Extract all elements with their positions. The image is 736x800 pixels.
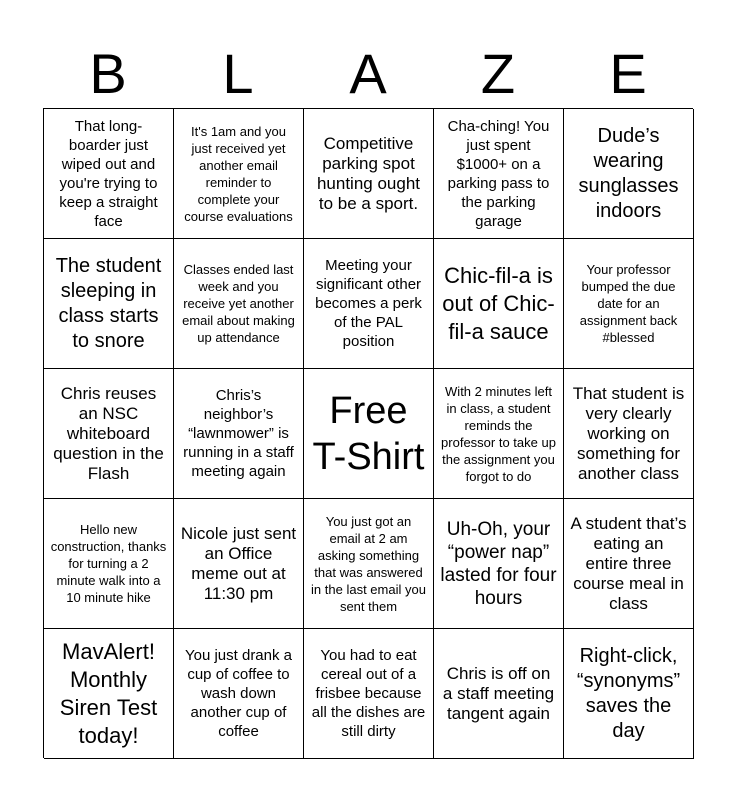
bingo-cell-text: Chris reuses an NSC whiteboard question in the Flash — [53, 383, 164, 483]
bingo-cell-r2c4 — [434, 239, 564, 369]
bingo-cell-text: Nicole just sent an Office meme out at 11:30 pm — [180, 523, 297, 603]
bingo-cell-r5c1 — [44, 629, 174, 759]
bingo-cell-r1c5 — [564, 109, 694, 239]
bingo-cell-r5c3 — [304, 629, 434, 759]
bingo-cell-text: Classes ended last week and you receive yet another email about making up attendance — [182, 262, 295, 345]
bingo-cell-text: Chris’s neighbor’s “lawnmower” is running in a staff meeting again — [183, 387, 294, 480]
bingo-cell-r4c2 — [174, 499, 304, 629]
bingo-cell-r1c4 — [434, 109, 564, 239]
bingo-cell-text: Hello new construction, thanks for turning a 2 minute walk into a 10 minute hike — [50, 522, 167, 605]
bingo-cell-text: MavAlert! Monthly Siren Test today! — [59, 638, 158, 748]
bingo-cell-text: Chic-fil-a is out of Chic-fil-a sauce — [442, 262, 555, 344]
bingo-cell-r3c5 — [564, 369, 694, 499]
header-letter-a: A — [349, 42, 387, 105]
bingo-cell-text: Cha-ching! You just spent $1000+ on a parking pass to the parking garage — [447, 117, 550, 230]
bingo-cell-r5c4 — [434, 629, 564, 759]
bingo-cell-r2c1 — [44, 239, 174, 369]
bingo-cell-r2c3 — [304, 239, 434, 369]
bingo-cell-r2c5 — [564, 239, 694, 369]
bingo-cell-r3c4 — [434, 369, 564, 499]
bingo-cell-text: You just got an email at 2 am asking something that was answered in the last email you sent them — [311, 513, 426, 614]
bingo-cell-free — [304, 369, 434, 499]
bingo-cell-r5c2 — [174, 629, 304, 759]
bingo-cell-r4c3 — [304, 499, 434, 629]
bingo-cell-text: You just drank a cup of coffee to wash down another cup of coffee — [184, 647, 293, 740]
header-letter-b: B — [89, 42, 127, 105]
bingo-cell-text: A student that’s eating an entire three course meal in class — [570, 513, 687, 613]
header-letter-e: E — [609, 42, 647, 105]
header-letter-z: Z — [480, 42, 516, 105]
bingo-cell-r1c1 — [44, 109, 174, 239]
bingo-cell-r3c2 — [174, 369, 304, 499]
free-space-text: Free T-Shirt — [312, 389, 425, 478]
bingo-cell-r1c3 — [304, 109, 434, 239]
bingo-cell-r3c1 — [44, 369, 174, 499]
bingo-cell-text: Meeting your significant other becomes a perk of the PAL position — [315, 257, 422, 350]
bingo-cell-text: That student is very clearly working on something for another class — [572, 383, 685, 483]
bingo-cell-r2c2 — [174, 239, 304, 369]
bingo-cell-text: With 2 minutes left in class, a student reminds the professor to take up the assignment you forgot to do — [441, 383, 556, 484]
bingo-header — [43, 40, 693, 108]
bingo-cell-text: Your professor bumped the due date for an assignment back #blessed — [579, 262, 678, 345]
bingo-cell-text: You had to eat cereal out of a frisbee because all the dishes are still dirty — [311, 647, 426, 740]
bingo-cell-text: That long-boarder just wiped out and you're trying to keep a straight face — [59, 117, 158, 230]
bingo-cell-r1c2 — [174, 109, 304, 239]
bingo-cell-r4c4 — [434, 499, 564, 629]
bingo-cell-text: Competitive parking spot hunting ought to be a sport. — [316, 133, 421, 213]
header-letter-l: L — [222, 42, 254, 105]
bingo-grid — [43, 108, 693, 758]
bingo-cell-text: The student sleeping in class starts to snore — [55, 254, 162, 352]
bingo-cell-text: Uh-Oh, your “power nap” lasted for four hours — [440, 518, 557, 609]
bingo-cell-text: It's 1am and you just received yet another email reminder to complete your course evaluations — [184, 123, 293, 224]
bingo-cell-r4c1 — [44, 499, 174, 629]
bingo-cell-r4c5 — [564, 499, 694, 629]
bingo-cell-r5c5 — [564, 629, 694, 759]
bingo-cell-text: Dude’s wearing sunglasses indoors — [578, 124, 679, 222]
bingo-cell-text: Right-click, “synonyms” saves the day — [576, 644, 681, 742]
bingo-cell-text: Chris is off on a staff meeting tangent again — [442, 663, 555, 723]
